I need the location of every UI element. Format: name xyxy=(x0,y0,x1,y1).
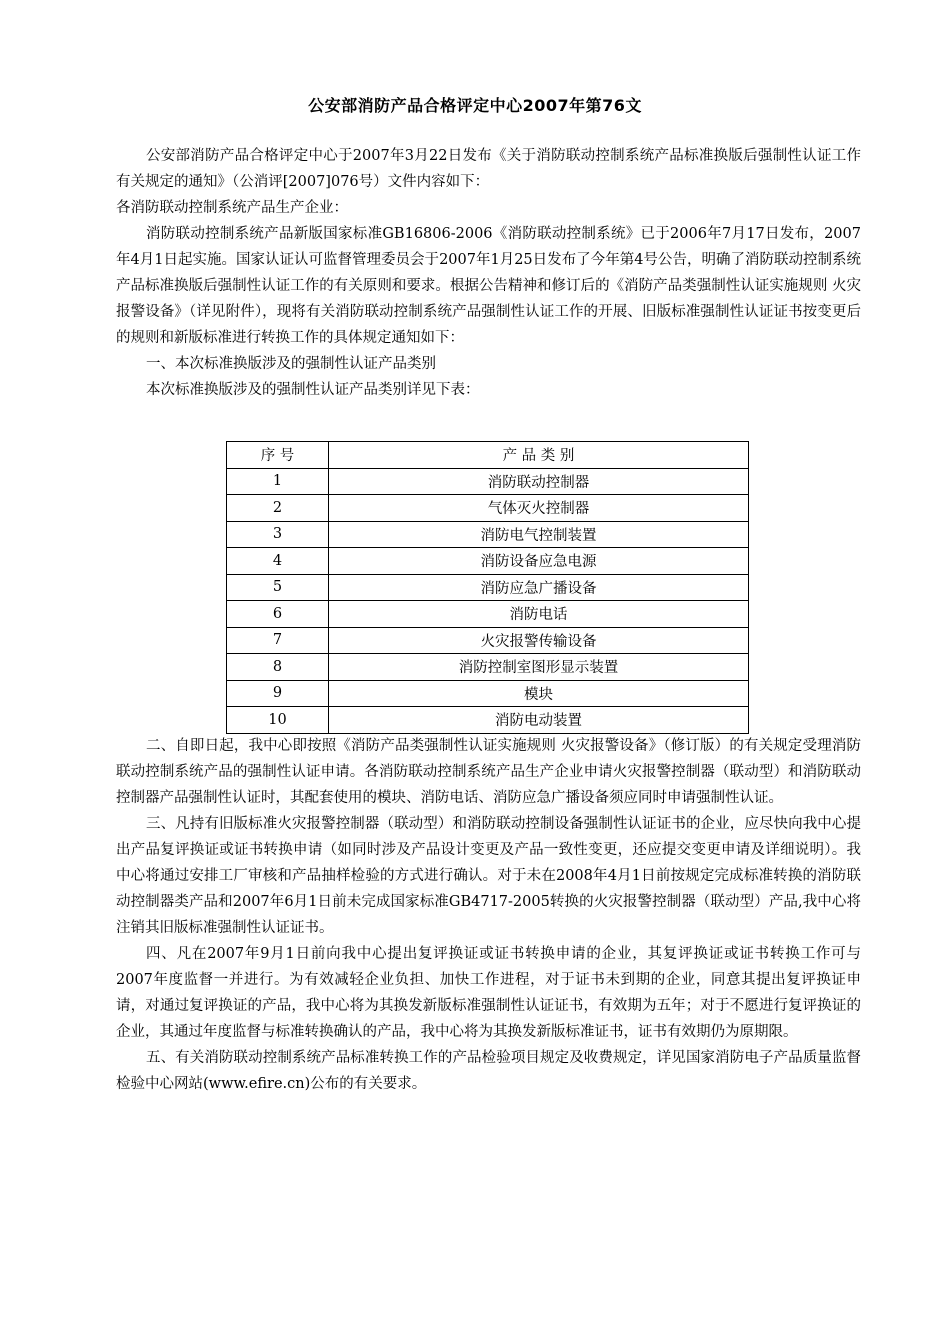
document-title: 公安部消防产品合格评定中心2007年第76文 xyxy=(308,96,642,115)
notice-paragraph: 消防联动控制系统产品新版国家标准GB16806-2006《消防联动控制系统》已于2006年7月17日发布，2007年4月1日起实施。国家认证认可监督管理委员会于2007年1月25日发布了今年第4号公告，明确了消防联动控制系统产品标准换版后强制性认证工作的有关原则和要求。根据公告精神和修订后的《消防产品类强制性认证实施规则 火灾报警设备》（详见附件），现将有关消防联动控制系统产品强制性认证工作的开展、旧版标准强制性认证证书按变更后的规则和新版标准进行转换工作的具体规定通知如下： xyxy=(116,226,861,346)
row-category: 消防控制室图形显示装置 xyxy=(329,654,749,681)
row-number: 7 xyxy=(227,627,329,654)
table-intro-line: 本次标准换版涉及的强制性认证产品类别详见下表： xyxy=(146,382,480,398)
section-4-paragraph: 四、凡在2007年9月1日前向我中心提出复评换证或证书转换申请的企业，其复评换证或证书转换工作可与2007年度监督一并进行。为有效减轻企业负担、加快工作进程，对于证书未到期的企业，同意其提出复评换证申请，对通过复评换证的产品，我中心将为其换发新版标准强制性认证证书，有效期为五年；对于不愿进行复评换证的企业，其通过年度监督与标准转换确认的产品，我中心将为其换发新版标准证书，证书有效期仍为原期限。 xyxy=(116,946,861,1040)
table-row xyxy=(227,627,749,654)
row-category: 消防电动装置 xyxy=(329,707,749,734)
section-2-paragraph: 二、自即日起，我中心即按照《消防产品类强制性认证实施规则 火灾报警设备》（修订版）的有关规定受理消防联动控制系统产品的强制性认证申请。各消防联动控制系统产品生产企业申请火灾报警控制器（联动型）和消防联动控制器产品强制性认证时，其配套使用的模块、消防电话、消防应急广播设备须应同时申请强制性认证。 xyxy=(116,738,861,806)
addressee-line: 各消防联动控制系统产品生产企业： xyxy=(116,200,348,216)
row-number: 10 xyxy=(227,707,329,734)
row-number: 6 xyxy=(227,601,329,628)
row-category: 消防电话 xyxy=(329,601,749,628)
body-section xyxy=(116,733,861,1097)
table-row xyxy=(227,495,749,522)
table-header-row xyxy=(227,442,749,469)
row-number: 4 xyxy=(227,548,329,575)
row-category: 消防应急广播设备 xyxy=(329,574,749,601)
row-category: 消防设备应急电源 xyxy=(329,548,749,575)
row-category: 消防联动控制器 xyxy=(329,468,749,495)
row-category: 消防电气控制装置 xyxy=(329,521,749,548)
intro-paragraph: 公安部消防产品合格评定中心于2007年3月22日发布《关于消防联动控制系统产品标准换版后强制性认证工作有关规定的通知》（公消评[2007]076号）文件内容如下： xyxy=(116,148,861,190)
row-category: 气体灭火控制器 xyxy=(329,495,749,522)
row-number: 5 xyxy=(227,574,329,601)
table-row xyxy=(227,707,749,734)
section-5-paragraph: 五、有关消防联动控制系统产品标准转换工作的产品检验项目规定及收费规定，详见国家消防电子产品质量监督检验中心网站(www.efire.cn)公布的有关要求。 xyxy=(116,1050,861,1092)
row-number: 1 xyxy=(227,468,329,495)
header-product-category: 产 品 类 别 xyxy=(329,442,749,469)
row-number: 8 xyxy=(227,654,329,681)
row-category: 模块 xyxy=(329,680,749,707)
table-row xyxy=(227,654,749,681)
table-row xyxy=(227,680,749,707)
table-row xyxy=(227,574,749,601)
table-row xyxy=(227,548,749,575)
row-number: 9 xyxy=(227,680,329,707)
row-number: 2 xyxy=(227,495,329,522)
header-serial-no: 序 号 xyxy=(227,442,329,469)
section-3-paragraph: 三、凡持有旧版标准火灾报警控制器（联动型）和消防联动控制设备强制性认证证书的企业，应尽快向我中心提出产品复评换证或证书转换申请（如同时涉及产品设计变更及产品一致性变更，还应提交变更申请及详细说明）。我中心将通过安排工厂审核和产品抽样检验的方式进行确认。对于未在2008年4月1日前按规定完成标准转换的消防联动控制器类产品和2007年6月1日前未完成国家标准GB4717-2005转换的火灾报警控制器（联动型）产品,我中心将注销其旧版标准强制性认证证书。 xyxy=(116,816,861,936)
row-category: 火灾报警传输设备 xyxy=(329,627,749,654)
product-category-table xyxy=(226,441,749,734)
section-heading-1: 一、本次标准换版涉及的强制性认证产品类别 xyxy=(146,356,436,372)
table-row xyxy=(227,468,749,495)
table-row xyxy=(227,601,749,628)
table-row xyxy=(227,521,749,548)
row-number: 3 xyxy=(227,521,329,548)
intro-section xyxy=(116,143,861,403)
